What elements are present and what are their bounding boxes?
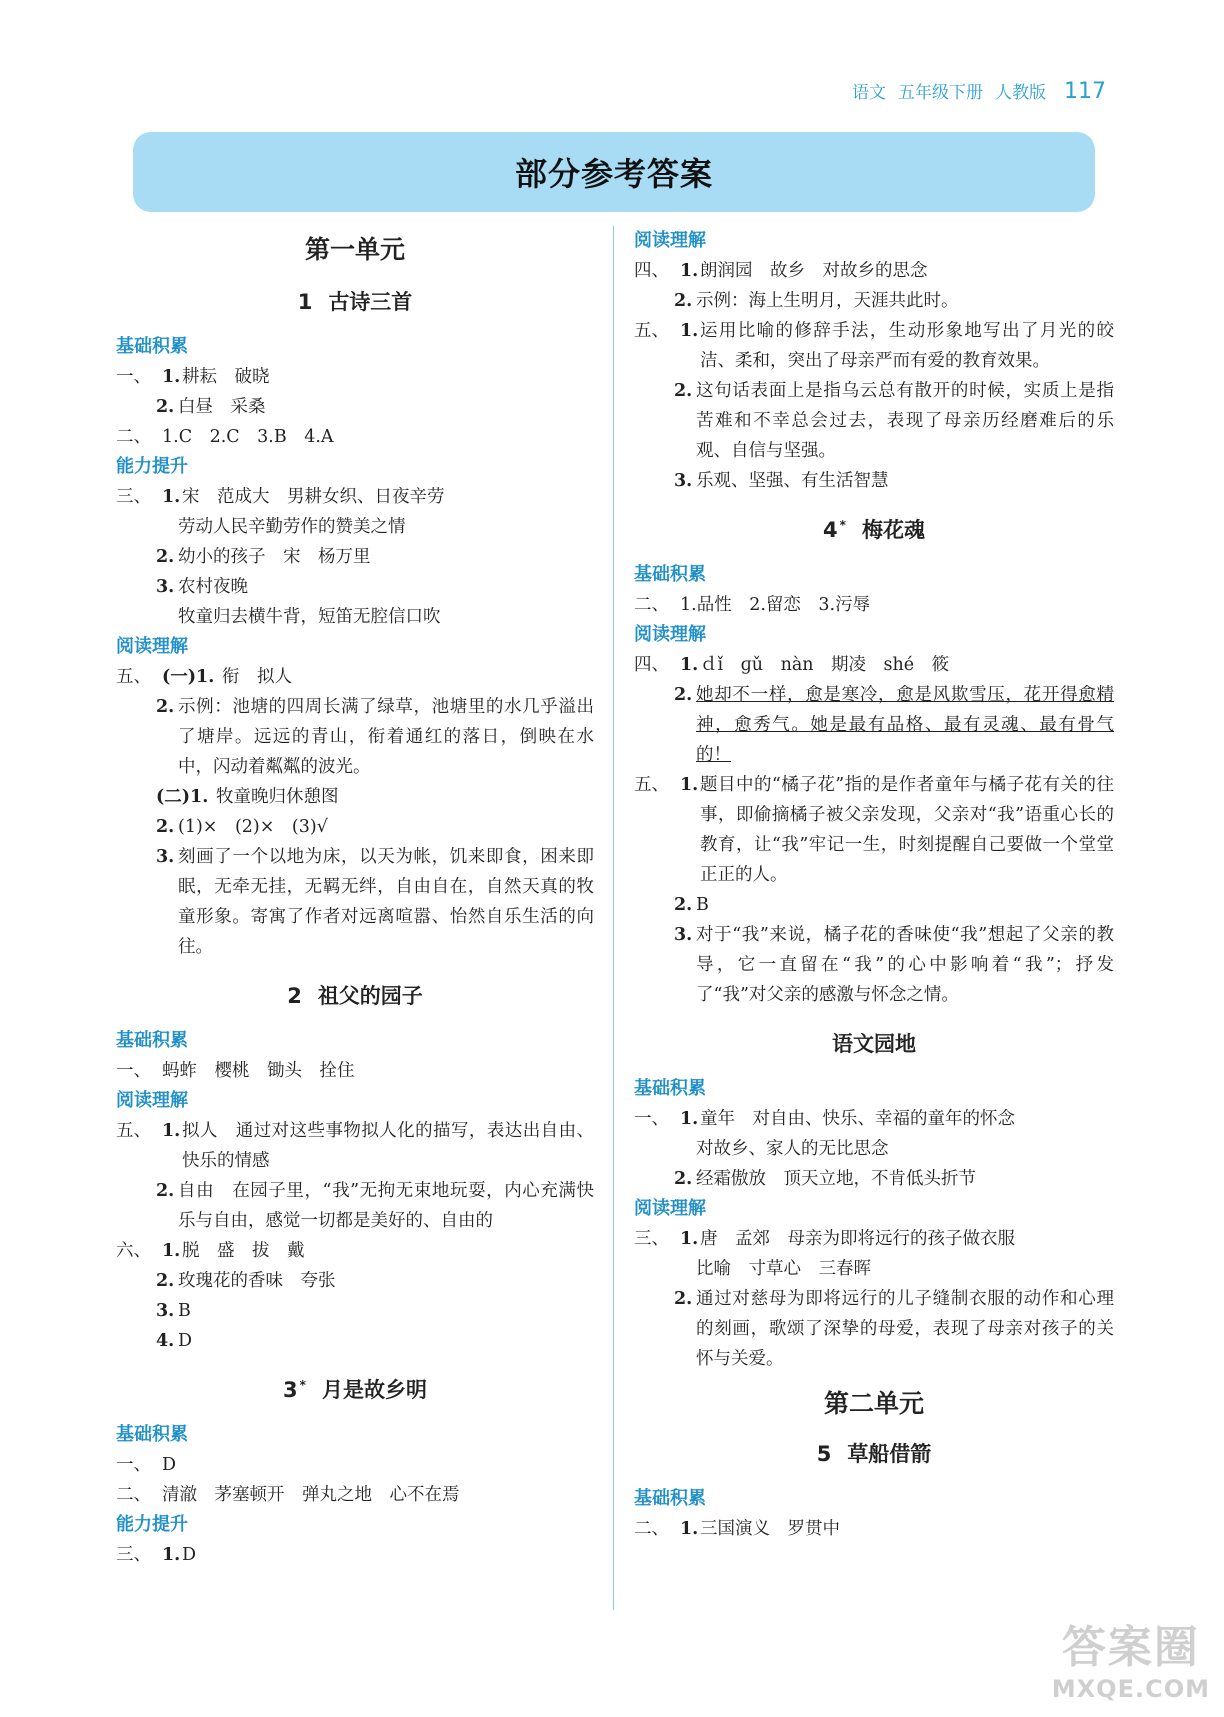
answer-line: 2. 示例：池塘的四周长满了绿草，池塘里的水几乎溢出了塘岸。远远的青山，衔着通红的落日，倒映在水中，闪动着粼粼的波光。 — [156, 697, 594, 777]
section-label: 阅读理解 — [634, 624, 706, 645]
answer-line: 二、 1. 三国演义 罗贯中 — [634, 1519, 840, 1539]
header-grade: 五年级下册 — [898, 83, 983, 103]
lesson-heading: 3 * 月是故乡明 — [283, 1378, 427, 1402]
right-column — [634, 226, 1114, 1544]
section-label: 能力提升 — [116, 456, 188, 477]
answer-line: 2. 幼小的孩子 宋 杨万里 — [156, 547, 371, 567]
answer-line: 五、 (一)1. 衔 拟人 — [116, 667, 292, 687]
answer-continuation: 劳动人民辛勤劳作的赞美之情 — [178, 517, 406, 537]
answer-line: 三、 1. 宋 范成大 男耕女织、日夜辛劳 — [116, 487, 445, 507]
section-label: 阅读理解 — [116, 1090, 188, 1111]
answer-line: 四、 1. 朗润园 故乡 对故乡的思念 — [634, 261, 928, 281]
answer-line: 二、 1.C 2.C 3.B 4.A — [116, 427, 334, 447]
answer-continuation: 牧童归去横牛背，短笛无腔信口吹 — [178, 607, 441, 627]
answer-line: 三、 1. D — [116, 1545, 197, 1565]
lesson-heading: 语文园地 — [832, 1032, 916, 1056]
answer-line: 4. D — [156, 1331, 193, 1351]
section-label: 基础积累 — [634, 1078, 706, 1099]
answer-line: (二)1. 牧童晚归休憩图 — [156, 787, 339, 807]
header-subject: 语文 — [852, 83, 886, 103]
answer-line: 2. 她却不一样，愈是寒冷，愈是风欺雪压，花开得愈精神，愈秀气。她是最有品格、最有灵魂、最有骨气的！ — [674, 685, 1114, 765]
page-header — [852, 78, 1106, 104]
answer-line: 一、 1. 耕耘 破晓 — [116, 367, 270, 387]
answer-line: 五、 1. 运用比喻的修辞手法，生动形象地写出了月光的皎洁、柔和，突出了母亲严而有爱的教育效果。 — [634, 321, 1114, 371]
header-edition: 人教版 — [995, 83, 1046, 103]
answer-line: 3. 乐观、坚强、有生活智慧 — [674, 471, 889, 491]
answer-line: 3. 对于“我”来说，橘子花的香味使“我”想起了父亲的教导，它一直留在“我”的心中影响着“我”；抒发了“我”对父亲的感激与怀念之情。 — [674, 925, 1114, 1005]
answers-banner: 部分参考答案 — [133, 132, 1095, 212]
lesson-heading: 1 古诗三首 — [297, 290, 413, 314]
answer-line: 六、 1. 脱 盛 拔 戴 — [116, 1241, 305, 1261]
answer-continuation: 比喻 寸草心 三春晖 — [696, 1259, 871, 1279]
answer-line: 三、 1. 唐 孟郊 母亲为即将远行的孩子做衣服 — [634, 1229, 1015, 1249]
left-column — [116, 226, 594, 1570]
section-label: 能力提升 — [116, 1514, 188, 1535]
answer-line: 2. 自由 在园子里，“我”无拘无束地玩耍，内心充满快乐与自由，感觉一切都是美好的、自由的 — [156, 1181, 594, 1231]
section-label: 阅读理解 — [634, 230, 706, 251]
watermark-logo: 答案圈 MXQE.COM — [1051, 1622, 1210, 1703]
answer-line: 五、 1. 题目中的“橘子花”指的是作者童年与橘子花有关的往事，即偷摘橘子被父亲发现，父亲对“我”语重心长的教育，让“我”牢记一生，时刻提醒自己要做一个堂堂正正的人。 — [634, 775, 1114, 885]
answer-line: 2. 白昼 采桑 — [156, 397, 266, 417]
answer-line: 3. 刻画了一个以地为床，以天为帐，饥来即食，困来即眠，无牵无挂，无羁无绊，自由自在，自然天真的牧童形象。寄寓了作者对远离喧嚣、怡然自乐生活的向往。 — [156, 847, 594, 957]
answer-line: 一、 D — [116, 1455, 177, 1475]
answer-line: 一、 1. 童年 对自由、快乐、幸福的童年的怀念 — [634, 1109, 1015, 1129]
answer-line: 2. (1)× (2)× (3)√ — [156, 817, 328, 837]
unit-heading: 第二单元 — [823, 1389, 924, 1418]
section-label: 基础积累 — [116, 336, 188, 357]
section-label: 阅读理解 — [116, 636, 188, 657]
answer-line: 3. 农村夜晚 — [156, 577, 248, 597]
answer-line: 2. 通过对慈母为即将远行的儿子缝制衣服的动作和心理的刻画，歌颂了深挚的母爱，表现了母亲对孩子的关怀与关爱。 — [674, 1289, 1114, 1369]
section-label: 基础积累 — [116, 1030, 188, 1051]
answer-line: 二、 1.品性 2.留恋 3.污辱 — [634, 595, 871, 615]
answer-line: 五、 1. 拟人 通过对这些事物拟人化的描写，表达出自由、快乐的情感 — [116, 1121, 594, 1171]
answer-line: 2. 经霜傲放 顶天立地，不肯低头折节 — [674, 1169, 976, 1189]
section-label: 基础积累 — [634, 1488, 706, 1509]
answer-continuation: 对故乡、家人的无比思念 — [696, 1139, 889, 1159]
answer-line: 2. 示例：海上生明月，天涯共此时。 — [674, 291, 959, 311]
section-label: 基础积累 — [634, 564, 706, 585]
lesson-heading: 2 祖父的园子 — [287, 984, 423, 1008]
page-number: 117 — [1064, 79, 1106, 104]
answer-line: 四、 1. ｄǐ ɡǔ nàn 期凌 shé 筱 — [634, 655, 950, 675]
unit-heading: 第一单元 — [304, 235, 405, 264]
lesson-heading: 4 * 梅花魂 — [823, 518, 925, 542]
answer-line: 2. B — [674, 895, 709, 915]
section-label: 基础积累 — [116, 1424, 188, 1445]
column-divider — [613, 226, 614, 1610]
answer-line: 2. 玫瑰花的香味 夸张 — [156, 1271, 336, 1291]
answer-line: 2. 这句话表面上是指乌云总有散开的时候，实质上是指苦难和不幸总会过去，表现了母亲历经磨难后的乐观、自信与坚强。 — [674, 381, 1114, 461]
section-label: 阅读理解 — [634, 1198, 706, 1219]
answer-line: 二、 清澈 茅塞顿开 弹丸之地 心不在焉 — [116, 1485, 460, 1505]
answer-line: 一、 蚂蚱 樱桃 锄头 拴住 — [116, 1061, 355, 1081]
answer-line: 3. B — [156, 1301, 191, 1321]
lesson-heading: 5 草船借箭 — [816, 1442, 932, 1466]
